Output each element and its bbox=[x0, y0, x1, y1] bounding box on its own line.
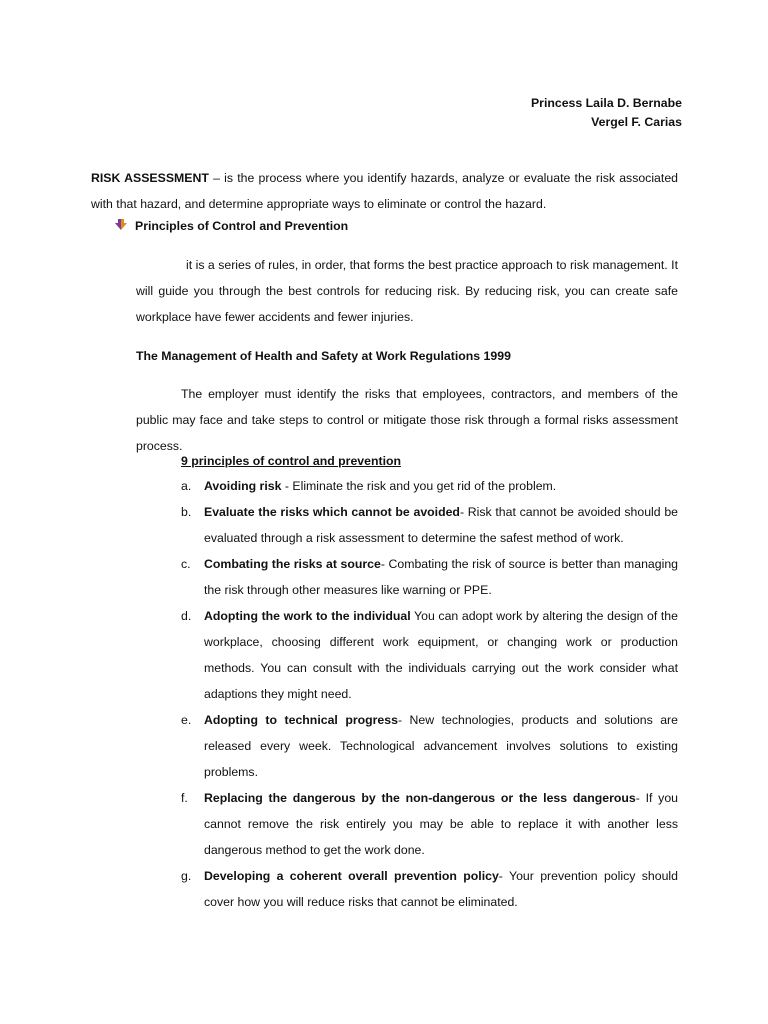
principles-paragraph bbox=[136, 252, 678, 330]
list-item bbox=[181, 603, 678, 707]
principle-text: You can adopt work by altering the design of the workplace, choosing different work equipment, or changing work or production methods. You can consult with the individuals carrying out the work consider what adaptions they might need. bbox=[204, 609, 678, 701]
definition-term: RISK ASSESSMENT bbox=[91, 171, 209, 186]
nine-principles-heading: 9 principles of control and prevention bbox=[181, 454, 402, 468]
regulation-paragraph bbox=[136, 381, 678, 459]
list-item bbox=[181, 473, 678, 499]
principle-title: Adopting to technical progress bbox=[204, 713, 398, 727]
principle-title: Evaluate the risks which cannot be avoided bbox=[204, 505, 460, 519]
list-marker: c. bbox=[181, 557, 191, 571]
list-item bbox=[181, 785, 678, 863]
principle-title: Adopting the work to the individual bbox=[204, 609, 411, 623]
risk-assessment-definition bbox=[91, 165, 678, 217]
principle-title: Replacing the dangerous by the non-dangerous or the less dangerous bbox=[204, 791, 636, 805]
list-item bbox=[181, 707, 678, 785]
list-marker: a. bbox=[181, 479, 192, 493]
principle-text: - Your prevention policy should cover how you will reduce risks that cannot be eliminated. bbox=[204, 869, 678, 909]
list-marker: e. bbox=[181, 713, 192, 727]
principle-text: - Risk that cannot be avoided should be evaluated through a risk assessment to determine the safest method of work. bbox=[204, 505, 678, 545]
principle-title: Avoiding risk bbox=[204, 479, 282, 493]
principle-text: - Eliminate the risk and you get rid of the problem. bbox=[281, 479, 557, 493]
author-name: Princess Laila D. Bernabe bbox=[530, 96, 682, 110]
author-block bbox=[531, 94, 682, 132]
regulation-heading: The Management of Health and Safety at Work Regulations 1999 bbox=[136, 349, 511, 363]
author-name: Vergel F. Carias bbox=[591, 115, 682, 129]
principle-text: - New technologies, products and solutions are released every week. Technological advancement involves solutions to existing problems. bbox=[204, 713, 678, 779]
list-marker: d. bbox=[181, 609, 192, 623]
list-item bbox=[181, 499, 678, 551]
list-marker: g. bbox=[181, 869, 192, 883]
principles-list bbox=[181, 473, 678, 915]
principle-text: - If you cannot remove the risk entirely you may be able to replace it with another less dangerous method to get the work done. bbox=[204, 791, 678, 857]
principle-text: - Combating the risk of source is better than managing the risk through other measures like warning or PPE. bbox=[204, 557, 678, 597]
definition-text: – is the process where you identify hazards, analyze or evaluate the risk associated with that hazard, and determine appropriate ways to eliminate or control the hazard. bbox=[91, 171, 678, 212]
bullet-heading-row bbox=[113, 216, 348, 236]
list-marker: b. bbox=[181, 505, 192, 519]
principle-title: Developing a coherent overall prevention policy bbox=[204, 869, 499, 883]
list-item bbox=[181, 551, 678, 603]
section-heading: Principles of Control and Prevention bbox=[135, 219, 349, 233]
paragraph-text: The employer must identify the risks that employees, contractors, and members of the public may face and take steps to control or mitigate those risk through a formal risks assessment process. bbox=[136, 387, 678, 454]
list-item bbox=[181, 863, 678, 915]
list-marker: f. bbox=[181, 791, 188, 805]
principle-title: Combating the risks at source bbox=[204, 557, 381, 571]
paragraph-text: it is a series of rules, in order, that forms the best practice approach to risk management. It will guide you through the best controls for reducing risk. By reducing risk, you can create safe workplace have fewer accidents and fewer injuries. bbox=[136, 258, 678, 325]
arrow-bullet-icon bbox=[113, 218, 129, 232]
